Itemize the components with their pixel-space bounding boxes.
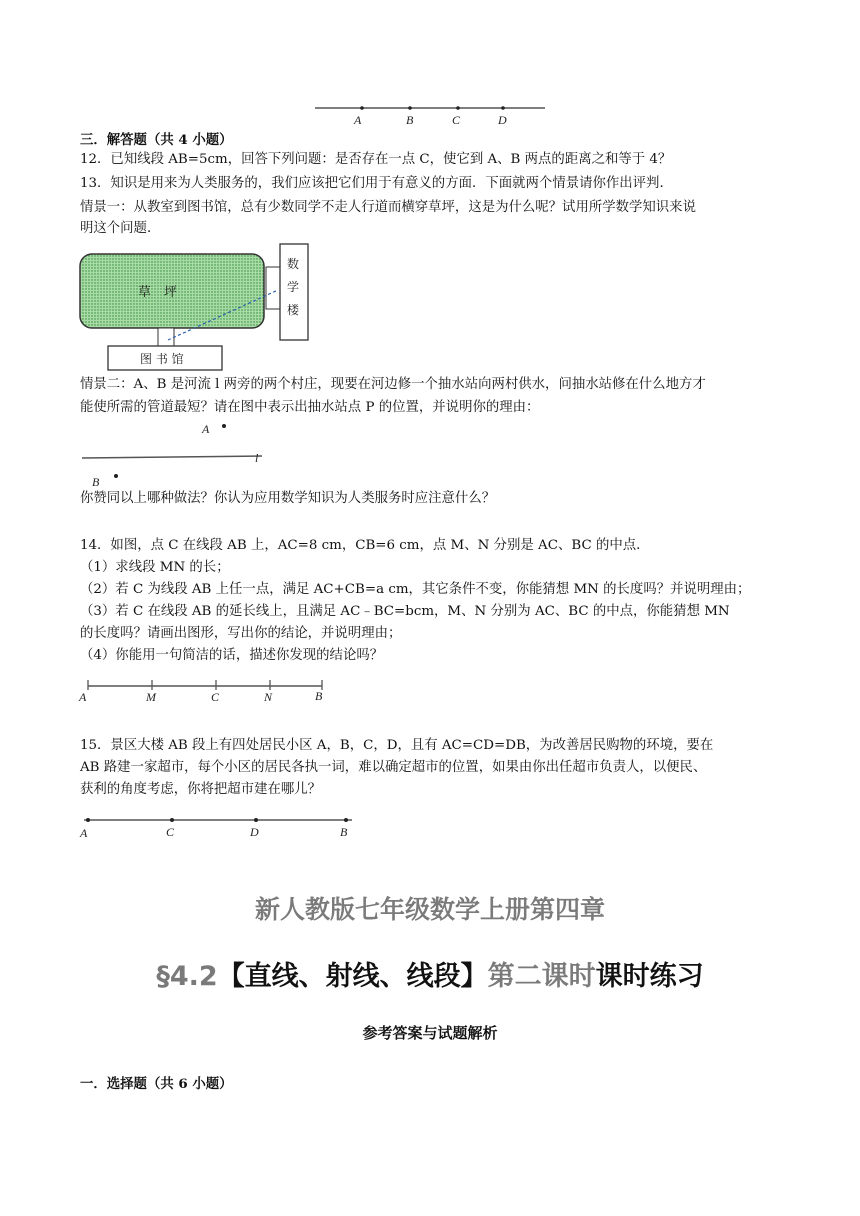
- q15-line-3: 获利的角度考虑，你将把超市建在哪儿？: [80, 782, 322, 797]
- point-b-dot: [408, 106, 412, 110]
- river-point-b-dot: [114, 474, 118, 478]
- q14-line-1: 14．如图，点 C 在线段 AB 上，AC=8 cm，CB=6 cm，点 M、N 分别是 AC、BC 的中点．: [80, 538, 650, 553]
- lesson-label: 第二课时: [487, 961, 596, 992]
- answer-analysis-heading: 参考答案与试题解析: [362, 1024, 498, 1042]
- building-char-2: 学: [287, 280, 300, 294]
- q13-scene2-line2: 能使所需的管道最短？请在图中表示出抽水站点 P 的位置，并说明你的理由：: [80, 400, 540, 415]
- point-b-label: B: [406, 113, 414, 127]
- figure-lawn-library: [76, 240, 316, 374]
- figure-abcd: [310, 98, 550, 130]
- q13-scene1-line2: 明这个问题．: [80, 221, 161, 236]
- q14-line-5: 的长度吗？请画出图形，写出你的结论，并说明理由；: [80, 626, 402, 641]
- figure-abcd-svg: [310, 98, 550, 130]
- amcnb-label-b: B: [315, 689, 323, 703]
- document-subtitle-line: [0, 954, 860, 993]
- river-point-a-label: A: [202, 422, 210, 436]
- river-line: [82, 456, 262, 458]
- acdb-label-b: B: [340, 825, 348, 839]
- q15-line-2: AB 路建一家超市，每个小区的居民各执一词，难以确定超市的位置，如果由你出任超市负责人，以便民、: [80, 760, 707, 775]
- library-label: 图 书 馆: [140, 352, 184, 366]
- section1-heading: 一．选择题（共 6 小题）: [80, 1076, 233, 1092]
- point-c-dot: [456, 106, 460, 110]
- q13-scene1-line1: 情景一：从教室到图书馆，总有少数同学不走人行道而横穿草坪，这是为什么呢？试用所学数学知识来说: [80, 200, 696, 215]
- river-point-a-dot: [222, 424, 226, 428]
- acdb-label-c: C: [166, 825, 175, 839]
- practice-label: 课时练习: [595, 961, 704, 992]
- point-c-label: C: [452, 113, 461, 127]
- point-a-dot: [360, 106, 364, 110]
- section3-heading: 三．解答题（共 4 小题）: [80, 132, 233, 148]
- topic-title: 【直线、射线、线段】: [217, 961, 488, 992]
- q14-line-3: （2）若 C 为线段 AB 上任一点，满足 AC+CB=a cm，其它条件不变，你能猜想 MN 的长度吗？并说明理由；: [80, 582, 751, 597]
- river-point-b-label: B: [92, 475, 100, 489]
- q13-intro: 13．知识是用来为人类服务的，我们应该把它们用于有意义的方面．下面就两个情景请你作出评判．: [80, 176, 673, 191]
- point-d-dot: [501, 106, 505, 110]
- figure-acdb-svg: [76, 812, 366, 842]
- river-line-label: l: [255, 451, 259, 465]
- q13-scene2-line1: 情景二：A、B 是河流 l 两旁的两个村庄，现要在河边修一个抽水站向两村供水，问抽水站修在什么地方才: [80, 377, 706, 392]
- amcnb-label-n: N: [264, 690, 273, 704]
- figure-amcnb-svg: [76, 676, 336, 706]
- amcnb-label-a: A: [79, 690, 87, 704]
- building-connector: [266, 267, 280, 309]
- q13-question: 你赞同以上哪种做法？你认为应用数学知识为人类服务时应注意什么？: [80, 491, 496, 506]
- lawn-label: 草 坪: [138, 285, 178, 300]
- figure-river-svg: [80, 418, 280, 490]
- q14-line-6: （4）你能用一句简洁的话，描述你发现的结论吗？: [80, 648, 384, 663]
- section-number: §4.2: [156, 961, 218, 992]
- figure-river: [80, 418, 280, 490]
- library-connector: [158, 328, 174, 346]
- amcnb-label-m: M: [146, 690, 156, 704]
- amcnb-label-c: C: [211, 690, 220, 704]
- q14-line-4: （3）若 C 在线段 AB 的延长线上，且满足 AC﹣BC=bcm，M、N 分别为 AC、BC 的中点，你能猜想 MN: [80, 604, 730, 619]
- figure-lawn-library-svg: [76, 240, 316, 374]
- acdb-label-d: D: [250, 825, 259, 839]
- acdb-dot-d: [254, 818, 258, 822]
- q14-line-2: （1）求线段 MN 的长；: [80, 560, 230, 575]
- document-title: 新人教版七年级数学上册第四章: [254, 895, 605, 924]
- acdb-dot-b: [344, 818, 348, 822]
- point-d-label: D: [498, 113, 507, 127]
- acdb-dot-a: [86, 818, 90, 822]
- point-a-label: A: [354, 113, 362, 127]
- building-char-3: 楼: [287, 303, 300, 317]
- q15-line-1: 15．景区大楼 AB 段上有四处居民小区 A，B，C，D，且有 AC=CD=DB，为改善居民购物的环境，要在: [80, 738, 714, 753]
- figure-acdb: [76, 812, 366, 842]
- acdb-label-a: A: [80, 826, 88, 840]
- figure-amcnb: [76, 676, 336, 706]
- q12-text: 12．已知线段 AB=5cm，回答下列问题：是否存在一点 C，使它到 A、B 两点的距离之和等于 4？: [80, 152, 672, 167]
- acdb-dot-c: [170, 818, 174, 822]
- building-char-1: 数: [287, 257, 300, 271]
